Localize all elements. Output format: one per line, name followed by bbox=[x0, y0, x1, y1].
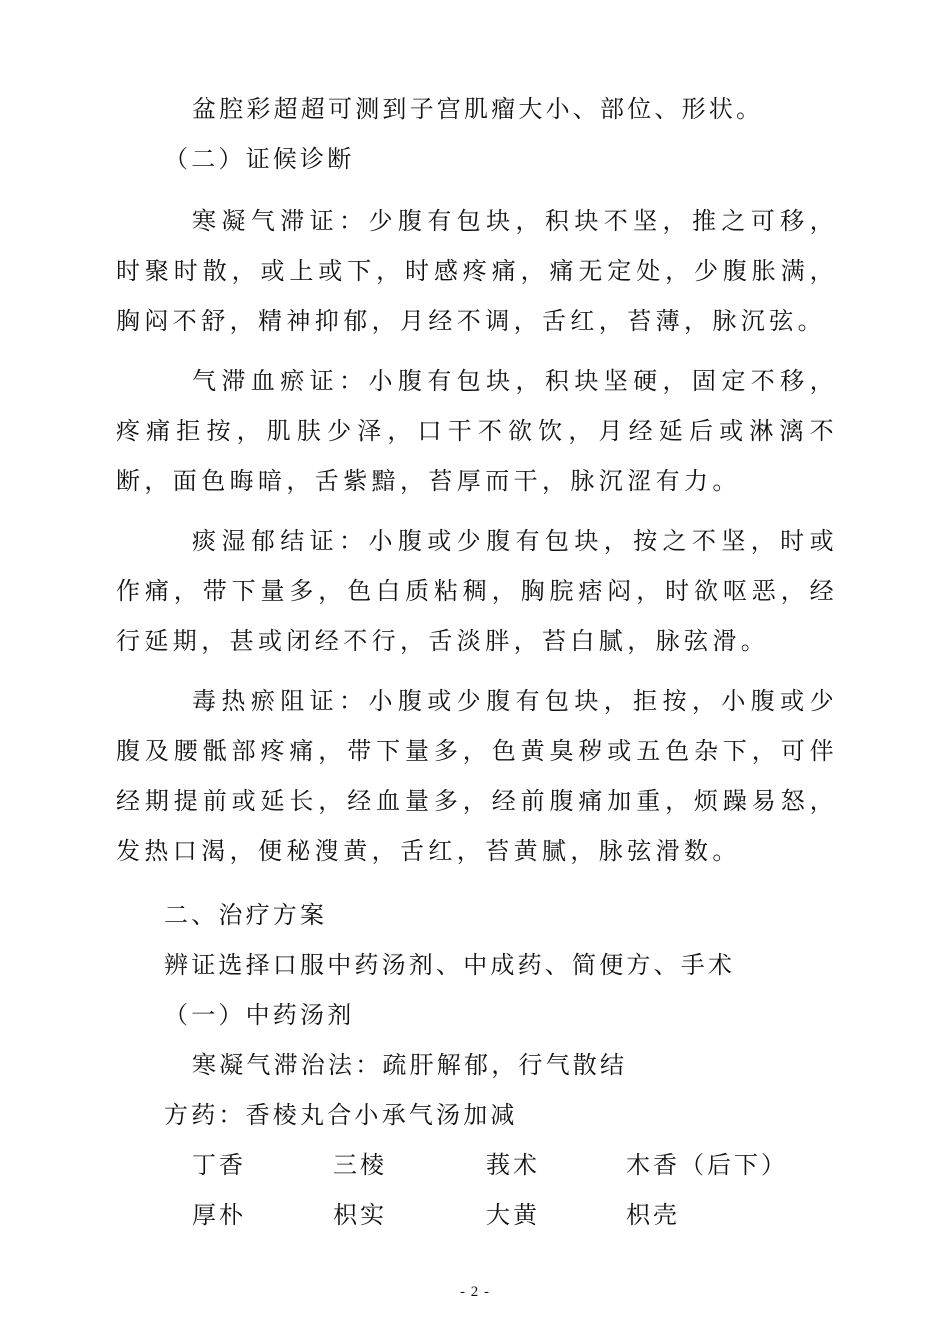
ultrasound-text: 盆腔彩超超可测到子宫肌瘤大小、部位、形状。 bbox=[192, 95, 764, 123]
herb-item: 厚朴 bbox=[192, 1201, 246, 1229]
decoction-heading: （一）中药汤剂 bbox=[164, 1001, 355, 1029]
syndrome-qi-stagnation-blood-stasis: 气滞血瘀证：小腹有包块，积块坚硬，固定不移，疼痛拒按，肌肤少泽，口干不欲饮，月经延后或淋漓不断，面色晦暗，舌紫黯，苔厚而干，脉沉涩有力。 bbox=[116, 367, 838, 495]
treatment-plan-heading: 二、治疗方案 bbox=[164, 901, 328, 929]
syndrome-toxic-heat-stasis: 毒热瘀阻证：小腹或少腹有包块，拒按，小腹或少腹及腰骶部疼痛，带下量多，色黄臭秽或五色杂下，可伴经期提前或延长，经血量多，经前腹痛加重，烦躁易怒，发热口渴，便秘溲黄，舌红，苔黄腻，脉弦滑数。 bbox=[116, 687, 838, 865]
herb-item: 莪术 bbox=[486, 1151, 540, 1179]
page-number: - 2 - bbox=[460, 1284, 490, 1300]
treatment-method-text: 寒凝气滞治法：疏肝解郁，行气散结 bbox=[192, 1051, 628, 1079]
herb-item: 三棱 bbox=[333, 1151, 387, 1179]
syndrome-phlegm-dampness: 痰湿郁结证：小腹或少腹有包块，按之不坚，时或作痛，带下量多，色白质粘稠，胸脘痞闷，时欲呕恶，经行延期，甚或闭经不行，舌淡胖，苔白腻，脉弦滑。 bbox=[116, 527, 838, 655]
herb-item: 大黄 bbox=[486, 1201, 540, 1229]
herb-item: 枳壳 bbox=[626, 1201, 680, 1229]
syndrome-cold-qi-stagnation: 寒凝气滞证：少腹有包块，积块不坚，推之可移，时聚时散，或上或下，时感疼痛，痛无定处，少腹胀满，胸闷不舒，精神抑郁，月经不调，舌红，苔薄，脉沉弦。 bbox=[116, 207, 838, 335]
herb-item: 枳实 bbox=[333, 1201, 387, 1229]
herb-item: 丁香 bbox=[192, 1151, 246, 1179]
treatment-intro-text: 辨证选择口服中药汤剂、中成药、简便方、手术 bbox=[164, 951, 736, 979]
prescription-text: 方药：香棱丸合小承气汤加减 bbox=[164, 1101, 518, 1129]
syndrome-diagnosis-heading: （二）证候诊断 bbox=[164, 145, 355, 173]
herb-item: 木香（后下） bbox=[626, 1151, 788, 1179]
